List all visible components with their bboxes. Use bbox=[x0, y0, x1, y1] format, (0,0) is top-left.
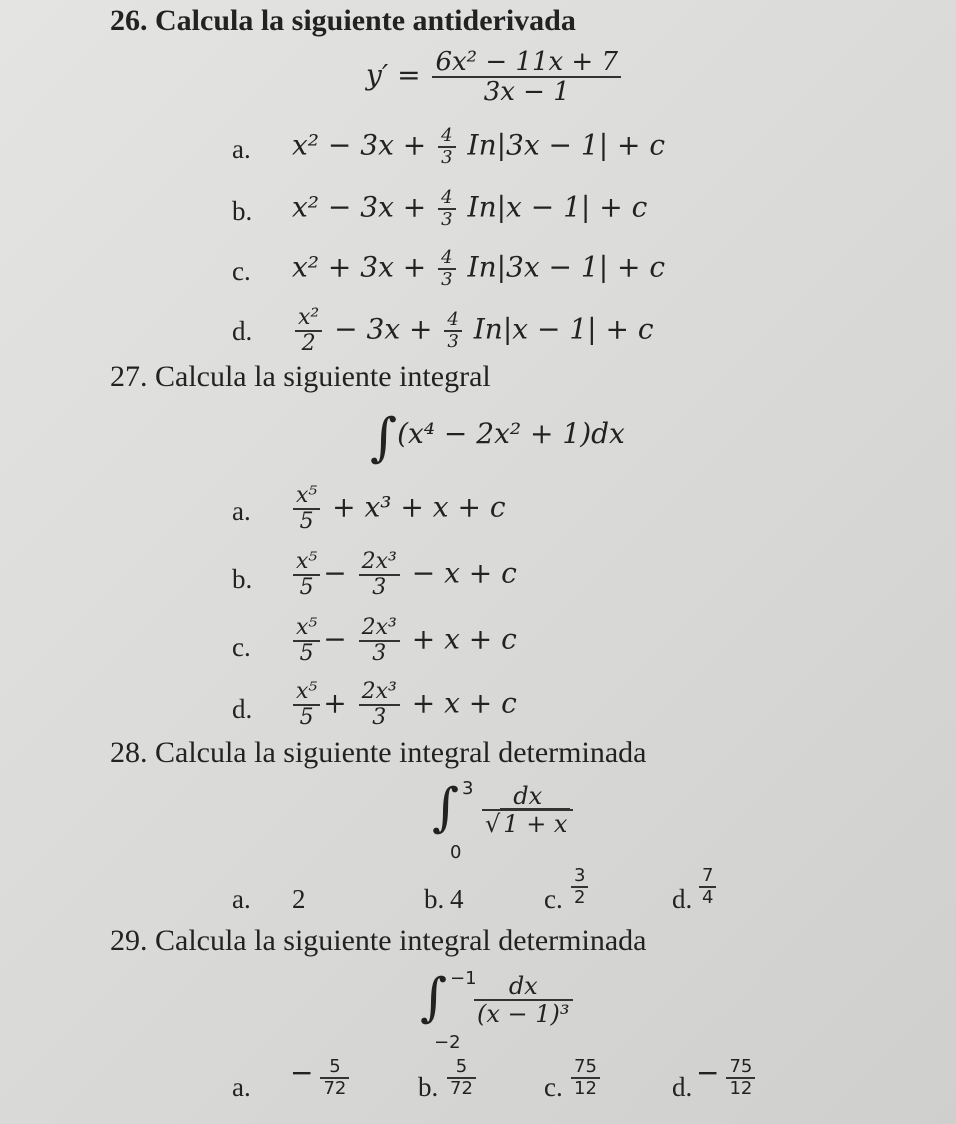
q29-option-b-value[interactable]: $\frac{5}{72}$ bbox=[444, 1056, 479, 1099]
q26-numerator: 6x² − 11x + 7 bbox=[432, 48, 621, 78]
q27-option-a-letter[interactable]: a. bbox=[232, 496, 251, 526]
q29-option-c-letter[interactable]: c. bbox=[544, 1072, 563, 1102]
q27-option-a[interactable]: $\frac{\text{x⁵}}{5}$ + x³ + x + c bbox=[290, 484, 506, 534]
q29-option-b-letter[interactable]: b. bbox=[418, 1072, 439, 1102]
q26-option-d[interactable]: $\frac{\text{x²}}{2}$ − 3x + $\frac{4}{3}$ In|x − 1| + c bbox=[292, 306, 654, 356]
q29-option-d-value[interactable]: − $\frac{75}{12}$ bbox=[696, 1056, 758, 1099]
q26-option-b-letter[interactable]: b. bbox=[232, 196, 253, 226]
q28-integral bbox=[432, 778, 576, 868]
q29-denominator: (x − 1)³ bbox=[477, 999, 570, 1028]
q26-fraction bbox=[432, 48, 621, 106]
q27-integral bbox=[370, 408, 625, 468]
q26-lhs: y′ = bbox=[366, 58, 421, 92]
q29-lower-limit: −2 bbox=[434, 1032, 461, 1053]
q27-option-d-letter[interactable]: d. bbox=[232, 694, 253, 724]
q28-upper-limit: 3 bbox=[462, 778, 474, 799]
integral-sign-icon: ∫ bbox=[370, 408, 398, 468]
q29-integral bbox=[420, 968, 576, 1058]
q27-option-d[interactable]: $\frac{\text{x⁵}}{5}$ + $\frac{\text{2x³}}{3}$ + x + c bbox=[290, 680, 517, 730]
q28-option-a-value[interactable]: 2 bbox=[292, 884, 306, 914]
q29-numerator: dx bbox=[474, 973, 573, 1001]
q29-option-a-letter[interactable]: a. bbox=[232, 1072, 251, 1102]
q27-option-b[interactable]: $\frac{\text{x⁵}}{5}$ − $\frac{\text{2x³}}{3}$ − x + c bbox=[290, 550, 517, 600]
q27-option-c[interactable]: $\frac{\text{x⁵}}{5}$ − $\frac{\text{2x³}}{3}$ + x + c bbox=[290, 616, 517, 666]
q29-option-d-letter[interactable]: d. bbox=[672, 1072, 693, 1102]
q29-upper-limit: −1 bbox=[450, 968, 477, 989]
q28-option-c-letter[interactable]: c. bbox=[544, 884, 563, 914]
q28-option-a-letter[interactable]: a. bbox=[232, 884, 251, 914]
q27-option-c-letter[interactable]: c. bbox=[232, 632, 251, 662]
q28-fraction bbox=[482, 783, 573, 837]
q28-option-c-value[interactable]: $\frac{3}{2}$ bbox=[568, 866, 591, 908]
q28-lower-limit: 0 bbox=[450, 842, 462, 863]
q28-option-d-letter[interactable]: d. bbox=[672, 884, 693, 914]
q26-option-c[interactable]: x² + 3x + $\frac{4}{3}$ In|3x − 1| + c bbox=[292, 247, 666, 290]
q26-option-b[interactable]: x² − 3x + $\frac{4}{3}$ In|x − 1| + c bbox=[292, 187, 648, 230]
q28-denominator: √ 1 + x bbox=[482, 811, 573, 837]
q29-option-c-value[interactable]: $\frac{75}{12}$ bbox=[568, 1056, 603, 1099]
q29-fraction bbox=[474, 973, 573, 1027]
q26-denominator: 3x − 1 bbox=[483, 77, 570, 107]
q26-option-a[interactable]: x² − 3x + $\frac{4}{3}$ In|3x − 1| + c bbox=[292, 125, 666, 168]
q27-integrand: (x⁴ − 2x² + 1)dx bbox=[397, 417, 625, 450]
q27-title: 27. Calcula la siguiente integral bbox=[110, 360, 491, 393]
q26-option-c-letter[interactable]: c. bbox=[232, 256, 251, 286]
q28-title: 28. Calcula la siguiente integral determinada bbox=[110, 736, 647, 769]
q26-title: 26. Calcula la siguiente antiderivada bbox=[110, 4, 576, 37]
q26-equation bbox=[366, 48, 624, 106]
q28-option-b-value[interactable]: 4 bbox=[450, 884, 464, 914]
q29-option-a-value[interactable]: − $\frac{5}{72}$ bbox=[290, 1056, 352, 1099]
q26-option-d-letter[interactable]: d. bbox=[232, 316, 253, 346]
q28-option-d-value[interactable]: $\frac{7}{4}$ bbox=[696, 866, 719, 908]
q27-option-b-letter[interactable]: b. bbox=[232, 564, 253, 594]
q28-numerator: dx bbox=[482, 783, 573, 811]
q26-option-a-letter[interactable]: a. bbox=[232, 134, 251, 164]
q29-title: 29. Calcula la siguiente integral determinada bbox=[110, 924, 647, 957]
integral-sign-icon: ∫ bbox=[420, 968, 448, 1028]
integral-sign-icon: ∫ bbox=[432, 778, 460, 838]
q28-option-b-letter[interactable]: b. bbox=[424, 884, 445, 914]
